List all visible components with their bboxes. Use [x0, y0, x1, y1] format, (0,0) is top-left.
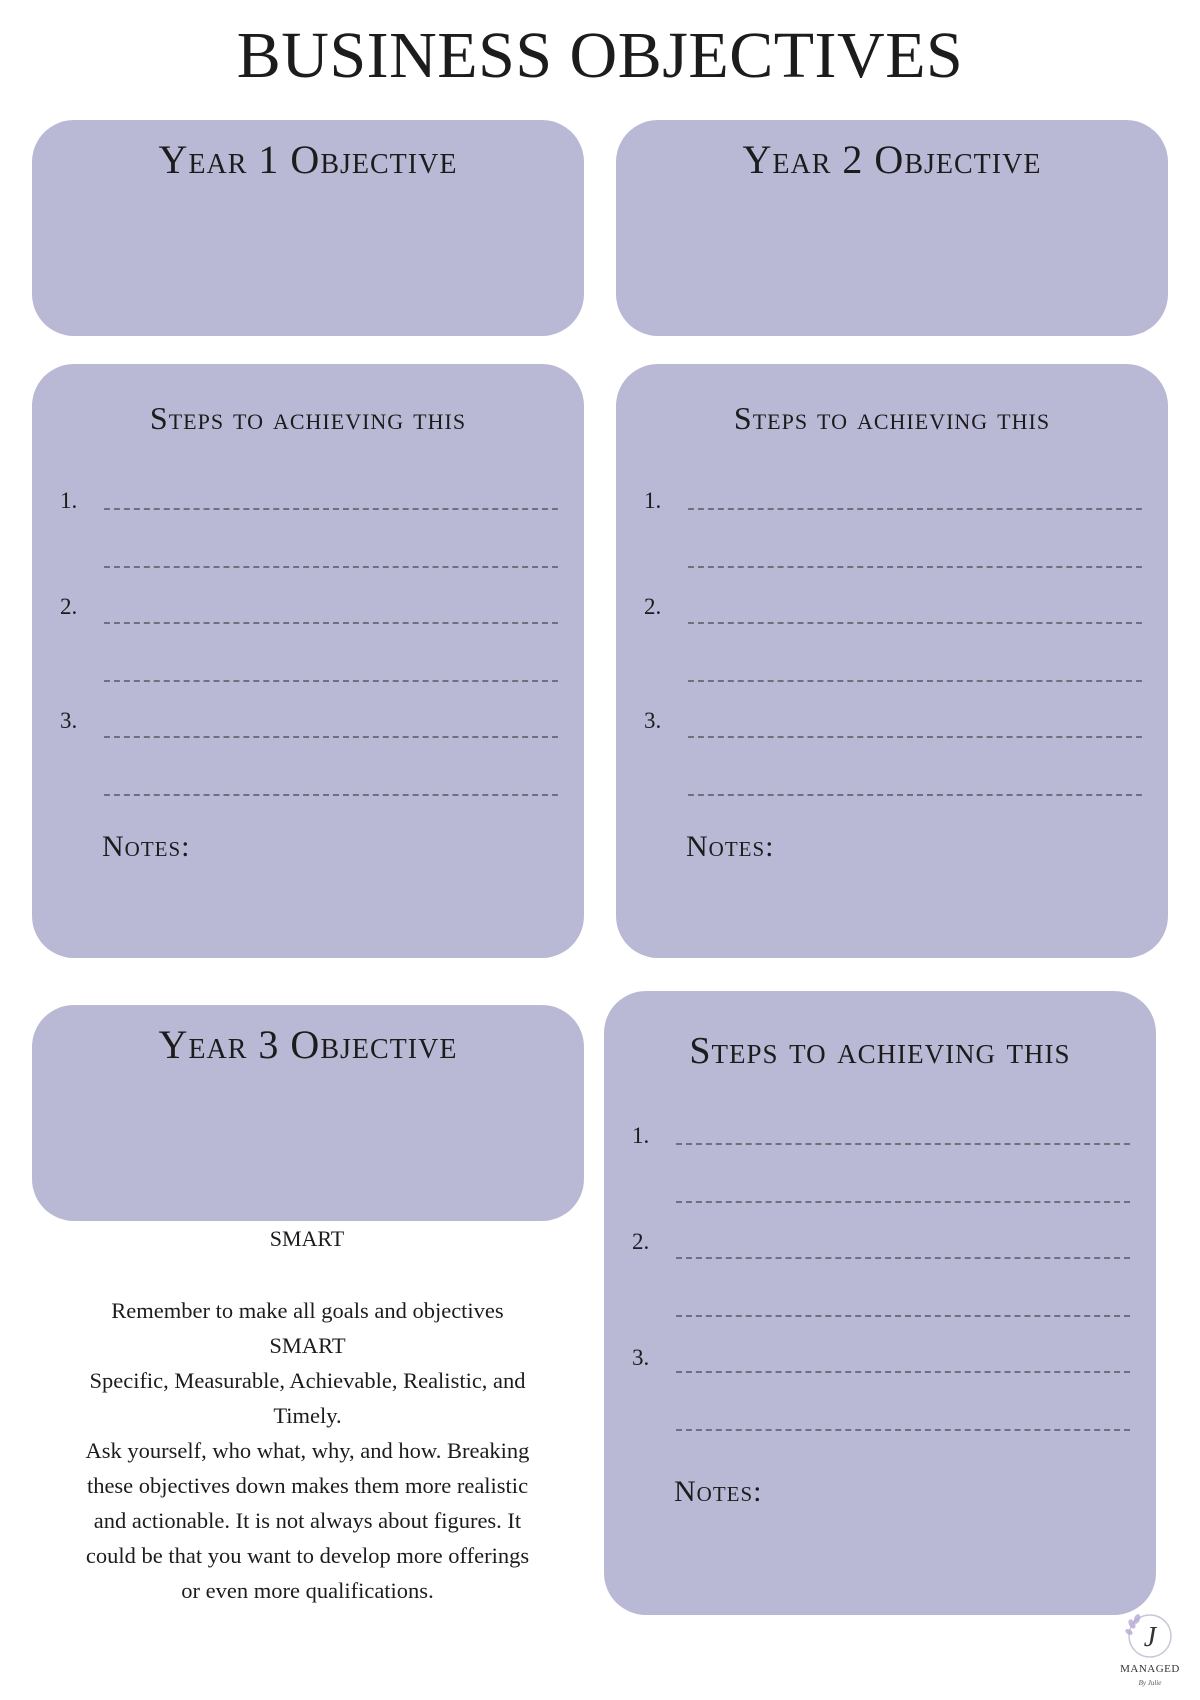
step-2-line-a[interactable] [688, 622, 1142, 624]
year3-steps-card [604, 991, 1156, 1615]
step-number-3: 3. [60, 708, 78, 733]
step-2-line-b[interactable] [104, 680, 558, 682]
year1-steps-title: Steps to achieving this [149, 400, 467, 436]
year2-steps-card [616, 364, 1168, 958]
svg-text:By Julie: By Julie [1138, 1679, 1162, 1687]
step-3-line-b[interactable] [688, 794, 1142, 796]
year2-objective-card[interactable] [616, 120, 1168, 336]
step-1-line-a[interactable] [676, 1143, 1130, 1145]
year3-steps-title: Steps to achieving this [689, 1030, 1071, 1072]
step-2-line-a[interactable] [676, 1257, 1130, 1259]
step-number-1: 1. [60, 488, 78, 513]
step-2-line-a[interactable] [104, 622, 558, 624]
step-number-3: 3. [644, 708, 662, 733]
year1-objective-title: Year 1 Objective [158, 137, 458, 182]
step-number-1: 1. [632, 1123, 650, 1148]
step-2-line-b[interactable] [676, 1315, 1130, 1317]
year2-objective-title: Year 2 Objective [742, 137, 1042, 182]
step-1-line-a[interactable] [104, 508, 558, 510]
step-number-2: 2. [60, 594, 78, 619]
flower-monogram-icon [1110, 1610, 1190, 1695]
svg-text:MANAGED: MANAGED [1120, 1663, 1180, 1675]
step-3-line-b[interactable] [104, 794, 558, 796]
step-number-2: 2. [644, 594, 662, 619]
step-3-line-a[interactable] [104, 736, 558, 738]
smart-line: Ask yourself, who what, why, and how. Breaking [85, 1438, 530, 1463]
smart-body [40, 1293, 575, 1608]
smart-line: Remember to make all goals and objectives [111, 1298, 504, 1323]
svg-text:J: J [1143, 1622, 1157, 1653]
smart-line: Timely. [273, 1403, 342, 1428]
step-1-line-b[interactable] [676, 1201, 1130, 1203]
step-3-line-a[interactable] [688, 736, 1142, 738]
year2-steps-title: Steps to achieving this [733, 400, 1051, 436]
smart-line: these objectives down makes them more realistic [86, 1473, 529, 1498]
year1-steps-card [32, 364, 584, 958]
smart-line: SMART [269, 1333, 346, 1358]
step-1-line-b[interactable] [688, 566, 1142, 568]
year3-objective-title: Year 3 Objective [158, 1022, 458, 1067]
step-3-line-b[interactable] [676, 1429, 1130, 1431]
notes-label: Notes: [102, 830, 191, 863]
step-number-2: 2. [632, 1229, 650, 1254]
step-1-line-b[interactable] [104, 566, 558, 568]
smart-heading: SMART [269, 1226, 345, 1251]
step-1-line-a[interactable] [688, 508, 1142, 510]
step-2-line-b[interactable] [688, 680, 1142, 682]
step-number-3: 3. [632, 1345, 650, 1370]
smart-line: or even more qualifications. [181, 1578, 434, 1603]
step-number-1: 1. [644, 488, 662, 513]
smart-line: Specific, Measurable, Achievable, Realistic, and [89, 1368, 526, 1393]
managed-by-julie-logo [1110, 1610, 1190, 1695]
smart-line: and actionable. It is not always about figures. It [93, 1508, 522, 1533]
year1-objective-card[interactable] [32, 120, 584, 336]
notes-label: Notes: [674, 1475, 763, 1508]
step-3-line-a[interactable] [676, 1371, 1130, 1373]
page-title: BUSINESS OBJECTIVES [236, 19, 964, 92]
year3-objective-card[interactable] [32, 1005, 584, 1221]
smart-line: could be that you want to develop more offerings [85, 1543, 530, 1568]
notes-label: Notes: [686, 830, 775, 863]
